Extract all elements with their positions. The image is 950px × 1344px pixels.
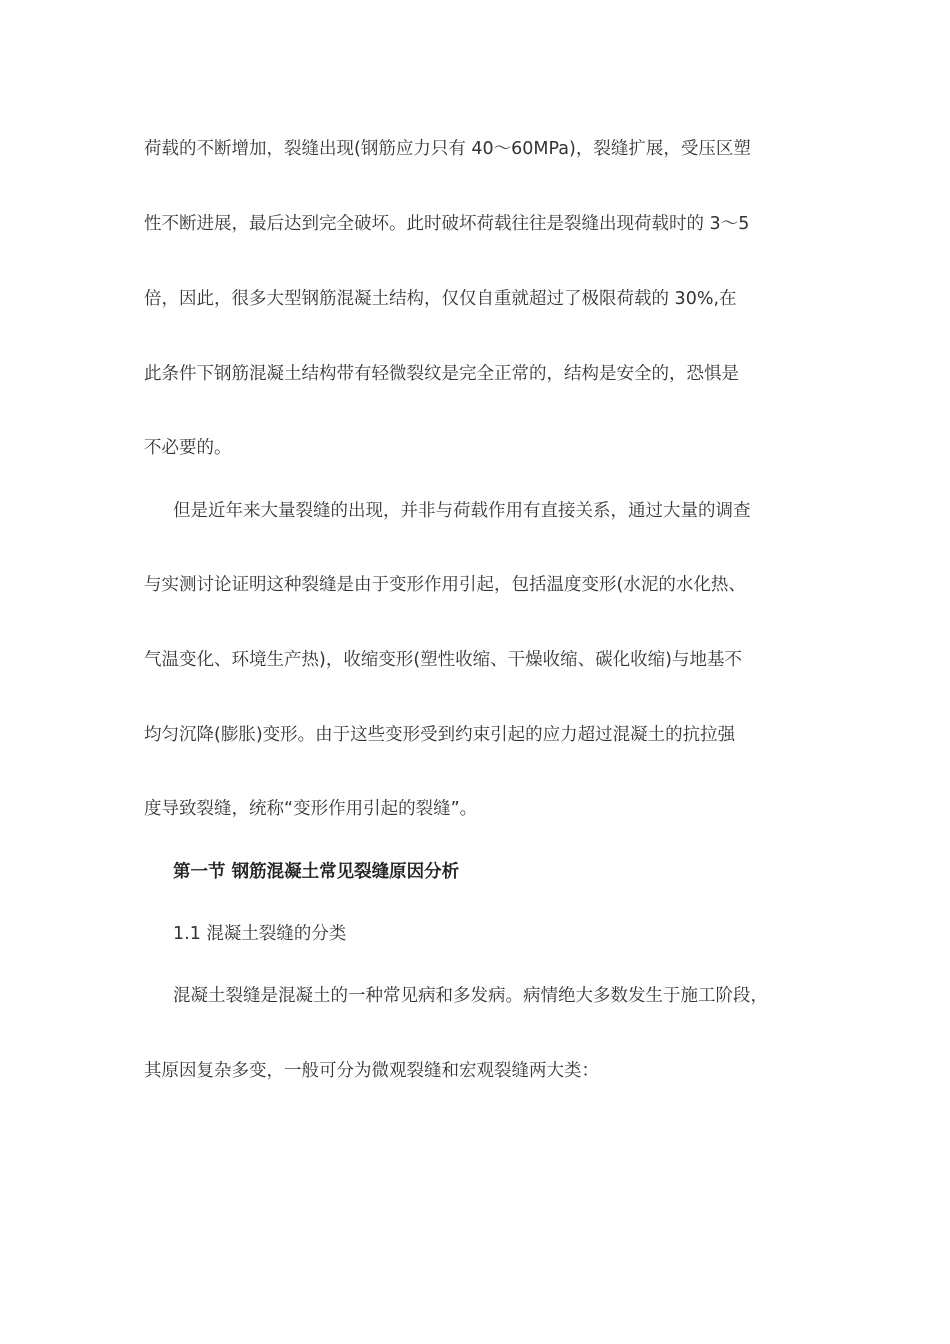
section-heading: 第一节 钢筋混凝土常见裂缝原因分析 xyxy=(173,862,460,882)
paragraph-3-line-2: 其原因复杂多变，一般可分为微观裂缝和宏观裂缝两大类： xyxy=(144,1061,599,1081)
paragraph-1-line-2: 性不断进展，最后达到完全破坏。此时破坏荷载往往是裂缝出现荷载时的 3～5 xyxy=(144,214,750,234)
paragraph-1-line-4: 此条件下钢筋混凝土结构带有轻微裂纹是完全正常的，结构是安全的，恐惧是 xyxy=(144,364,739,384)
paragraph-2-line-5: 度导致裂缝，统称“变形作用引起的裂缝”。 xyxy=(144,799,478,819)
paragraph-1-line-5: 不必要的。 xyxy=(144,438,232,458)
paragraph-3-line-1: 混凝土裂缝是混凝土的一种常见病和多发病。病情绝大多数发生于施工阶段， xyxy=(173,986,768,1006)
paragraph-2-line-1: 但是近年来大量裂缝的出现，并非与荷载作用有直接关系，通过大量的调查 xyxy=(173,501,751,521)
paragraph-2-line-2: 与实测讨论证明这种裂缝是由于变形作用引起，包括温度变形(水泥的水化热、 xyxy=(144,575,746,595)
paragraph-2-line-4: 均匀沉降(膨胀)变形。由于这些变形受到约束引起的应力超过混凝土的抗拉强 xyxy=(144,725,736,745)
paragraph-2-line-3: 气温变化、环境生产热)，收缩变形(塑性收缩、干燥收缩、碳化收缩)与地基不 xyxy=(144,650,742,670)
paragraph-1-line-1: 荷载的不断增加，裂缝出现(钢筋应力只有 40～60MPa)，裂缝扩展，受压区塑 xyxy=(144,139,751,159)
subsection-heading: 1.1 混凝土裂缝的分类 xyxy=(173,924,347,944)
paragraph-1-line-3: 倍，因此，很多大型钢筋混凝土结构，仅仅自重就超过了极限荷载的 30%,在 xyxy=(144,289,737,309)
